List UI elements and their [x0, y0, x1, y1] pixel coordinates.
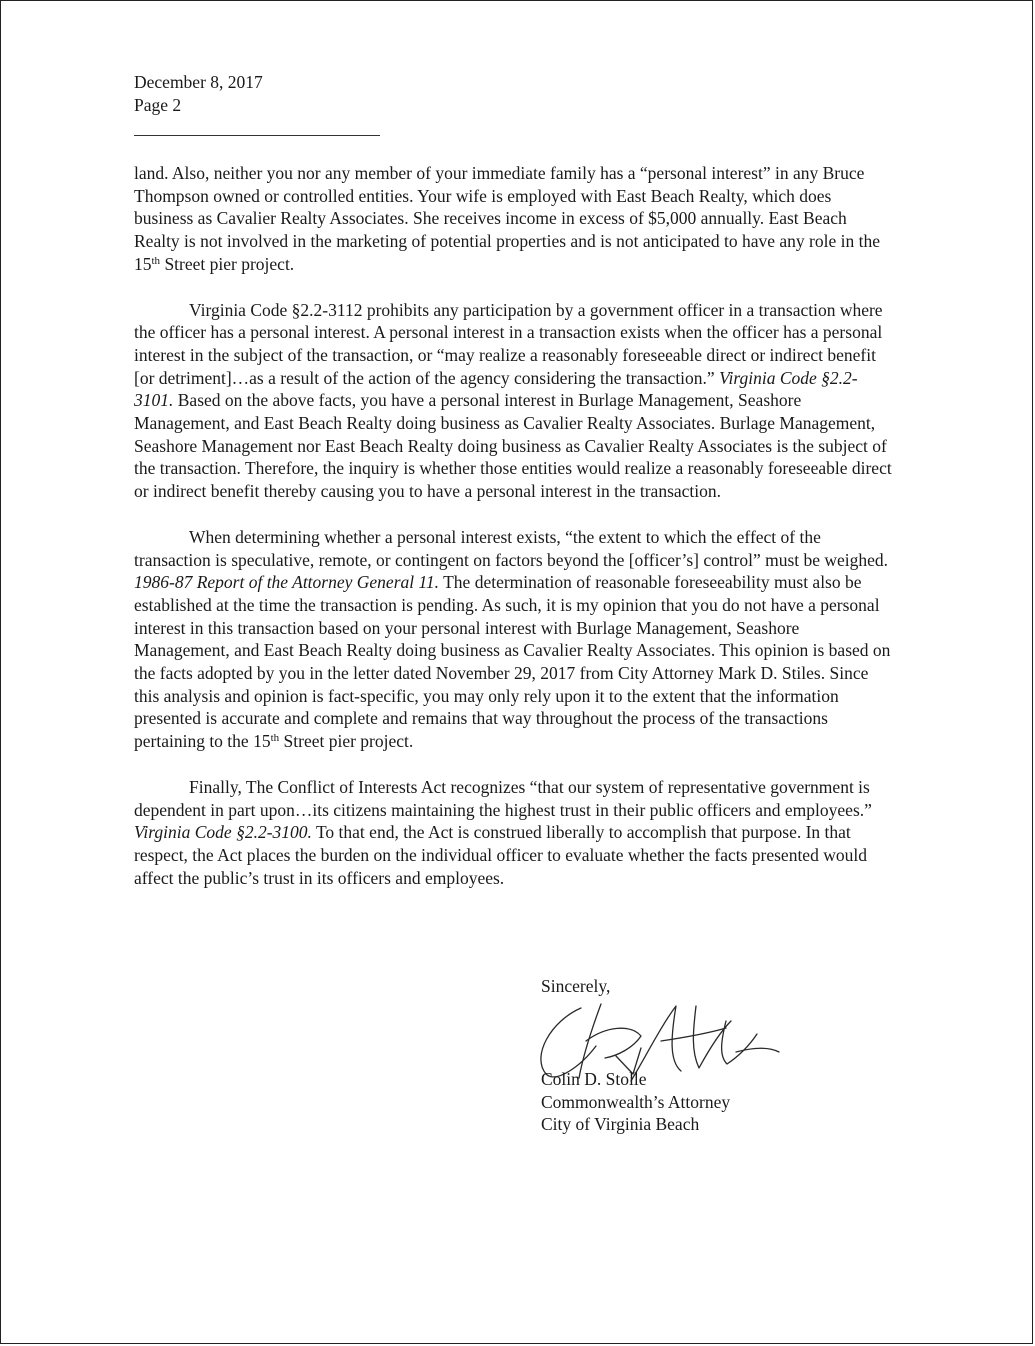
paragraph-1-text-a: land. Also, neither you nor any member of your immediate family has a “personal interest” in any Bruce Thompson owned or controlled entities. Your wife is employed with East Beach Realty, which does business as Cavalier Realty Associates. She receives income in excess of $5,000 annually. East Beach Realty is not involved in the marketing of potential properties and is not anticipated to have any role in the 15 [134, 163, 880, 274]
paragraph-4 [134, 776, 894, 890]
header-divider [134, 135, 380, 136]
letter-header [134, 71, 263, 117]
paragraph-2 [134, 299, 894, 503]
legal-citation: Virginia Code §2.2-3101. [134, 367, 858, 411]
signer-office: City of Virginia Beach [541, 1114, 700, 1135]
paragraph-3-text-a: When determining whether a personal interest exists, “the extent to which the effect of the transaction is speculative, remote, or contingent on factors beyond the [officer’s] control” must be weighed. [134, 526, 889, 570]
ordinal-suffix: th [270, 732, 280, 745]
signer-title: Commonwealth’s Attorney [541, 1091, 731, 1112]
signature-block [541, 1068, 730, 1136]
paragraph-1-text-b: Street pier project. [160, 253, 295, 274]
ordinal-suffix: th [151, 254, 161, 267]
legal-citation: Virginia Code §2.2-3100. [134, 822, 312, 843]
paragraph-2-text-b: Based on the above facts, you have a personal interest in Burlage Management, Seashore Management, and East Beach Realty doing business as Cavalier Realty Associates. Burlage Management, Seashore Management nor East Beach Realty doing business as Cavalier Realty Associates is the subject of the transaction. Therefore, the inquiry is whether those entities would realize a reasonably foreseeable direct or indirect benefit thereby causing you to have a personal interest in the transaction. [134, 390, 892, 502]
paragraph-3 [134, 526, 894, 753]
legal-citation: 1986-87 Report of the Attorney General 11. [134, 572, 440, 593]
paragraph-1 [134, 162, 894, 276]
letter-body [134, 162, 894, 912]
paragraph-4-text-a: Finally, The Conflict of Interests Act recognizes “that our system of representative government is dependent in part upon…its citizens maintaining the highest trust in their public officers and employees.” [134, 776, 872, 820]
letter-date: December 8, 2017 [134, 72, 263, 92]
paragraph-4-text-b: To that end, the Act is construed liberally to accomplish that purpose. In that respect, the Act places the burden on the individual officer to evaluate whether the facts presented would affect the public’s trust in its officers and employees. [134, 822, 867, 888]
signer-name: Colin D. Stolle [541, 1069, 647, 1089]
page-number: Page 2 [134, 95, 182, 115]
paragraph-2-text-a: Virginia Code §2.2-3112 prohibits any participation by a government officer in a transaction where the officer has a personal interest. A personal interest in a transaction exists when the officer has a personal interest in the subject of the transaction, or “may realize a reasonably foreseeable direct or indirect benefit [or detriment]…as a result of the action of the agency considering the transaction.” [134, 299, 883, 388]
paragraph-3-text-c: Street pier project. [279, 731, 414, 752]
paragraph-3-text-b: The determination of reasonable foreseeability must also be established at the time the transaction is pending. As such, it is my opinion that you do not have a personal interest in this transaction based on your personal interest with Burlage Management, Seashore Management, and East Beach Realty doing business as Cavalier Realty Associates. This opinion is based on the facts adopted by you in the letter dated November 29, 2017 from City Attorney Mark D. Stiles. Since this analysis and opinion is fact-specific, you may only rely upon it to the extent that the information presented is accurate and complete and remains that way throughout the process of the transactions pertaining to the 15 [134, 572, 891, 752]
closing-salutation: Sincerely, [541, 976, 611, 996]
